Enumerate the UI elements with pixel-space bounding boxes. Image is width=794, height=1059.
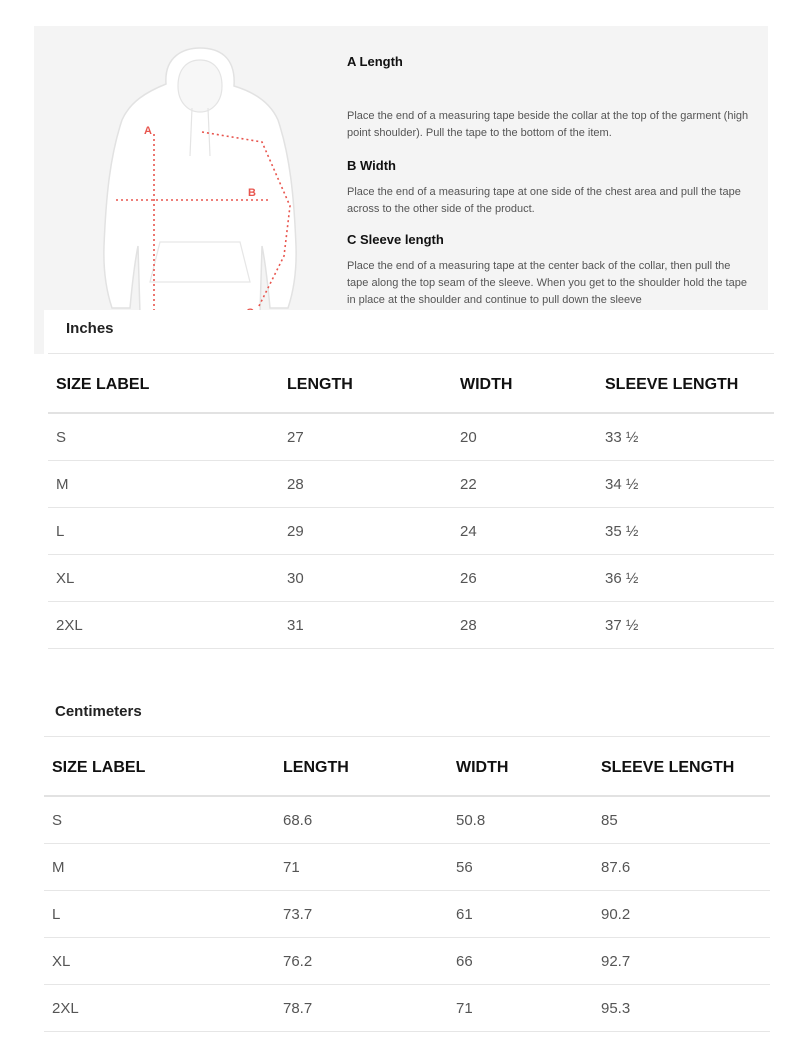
cell-length: 76.2 <box>275 938 448 985</box>
cell-width: 20 <box>452 413 597 461</box>
cell-sleeve: 33 ½ <box>597 413 774 461</box>
cell-width: 22 <box>452 461 597 508</box>
header-length: LENGTH <box>279 358 452 413</box>
cell-width: 61 <box>448 891 593 938</box>
inches-title: Inches <box>66 320 114 337</box>
cell-size: S <box>44 796 275 844</box>
cell-sleeve: 92.7 <box>593 938 770 985</box>
cell-width: 28 <box>452 602 597 649</box>
cell-sleeve: 37 ½ <box>597 602 774 649</box>
header-width: WIDTH <box>452 358 597 413</box>
guide-length-text: Place the end of a measuring tape beside the collar at the top of the garment (high point shoulder). Pull the tape to the bottom of the item. <box>347 110 749 139</box>
hoodie-illustration <box>94 46 304 316</box>
cell-sleeve: 90.2 <box>593 891 770 938</box>
cell-size: S <box>48 413 279 461</box>
table-row <box>48 602 774 649</box>
measurement-guide-panel <box>34 26 768 316</box>
header-length: LENGTH <box>275 741 448 796</box>
centimeters-top-rule <box>44 736 770 737</box>
cell-sleeve: 34 ½ <box>597 461 774 508</box>
table-row <box>48 555 774 602</box>
table-header-row <box>48 358 774 413</box>
cell-size: L <box>48 508 279 555</box>
cell-sleeve: 35 ½ <box>597 508 774 555</box>
cell-length: 31 <box>279 602 452 649</box>
guide-width-text: Place the end of a measuring tape at one side of the chest area and pull the tape across to the other side of the product. <box>347 186 741 215</box>
table-header-row <box>44 741 770 796</box>
cell-sleeve: 85 <box>593 796 770 844</box>
table-row <box>44 844 770 891</box>
label-a: A <box>144 125 152 137</box>
cell-width: 71 <box>448 985 593 1032</box>
cell-sleeve: 36 ½ <box>597 555 774 602</box>
guide-width-title: B Width <box>347 158 396 173</box>
panel-edge <box>34 310 44 354</box>
cell-length: 27 <box>279 413 452 461</box>
table-row <box>48 413 774 461</box>
cell-size: M <box>44 844 275 891</box>
cell-sleeve: 87.6 <box>593 844 770 891</box>
cell-length: 78.7 <box>275 985 448 1032</box>
header-size-label: SIZE LABEL <box>48 358 279 413</box>
cell-size: XL <box>44 938 275 985</box>
inches-size-table <box>48 358 774 649</box>
cell-width: 26 <box>452 555 597 602</box>
guide-sleeve-title: C Sleeve length <box>347 232 444 247</box>
centimeters-title: Centimeters <box>55 703 142 720</box>
table-row <box>44 985 770 1032</box>
inches-top-rule <box>48 353 774 354</box>
cell-length: 29 <box>279 508 452 555</box>
cell-size: 2XL <box>44 985 275 1032</box>
cell-width: 24 <box>452 508 597 555</box>
cell-width: 56 <box>448 844 593 891</box>
cell-sleeve: 95.3 <box>593 985 770 1032</box>
cell-size: XL <box>48 555 279 602</box>
label-c: C <box>246 307 254 316</box>
centimeters-size-table <box>44 741 770 1032</box>
cell-size: L <box>44 891 275 938</box>
header-sleeve-length: SLEEVE LENGTH <box>597 358 774 413</box>
table-row <box>44 796 770 844</box>
header-width: WIDTH <box>448 741 593 796</box>
header-size-label: SIZE LABEL <box>44 741 275 796</box>
cell-width: 66 <box>448 938 593 985</box>
table-row <box>44 891 770 938</box>
table-row <box>48 461 774 508</box>
header-sleeve-length: SLEEVE LENGTH <box>593 741 770 796</box>
cell-length: 73.7 <box>275 891 448 938</box>
guide-length-title: A Length <box>347 54 403 69</box>
hood-opening <box>178 60 222 112</box>
cell-length: 28 <box>279 461 452 508</box>
table-row <box>44 938 770 985</box>
table-row <box>48 508 774 555</box>
guide-sleeve-text: Place the end of a measuring tape at the center back of the collar, then pull the tape along the top seam of the sleeve. When you get to the shoulder hold the tape in place at the shoulder and continue to pull down the sleeve <box>347 260 747 306</box>
cell-length: 30 <box>279 555 452 602</box>
cell-length: 71 <box>275 844 448 891</box>
cell-length: 68.6 <box>275 796 448 844</box>
cell-width: 50.8 <box>448 796 593 844</box>
cell-size: M <box>48 461 279 508</box>
label-b: B <box>248 187 256 199</box>
cell-size: 2XL <box>48 602 279 649</box>
